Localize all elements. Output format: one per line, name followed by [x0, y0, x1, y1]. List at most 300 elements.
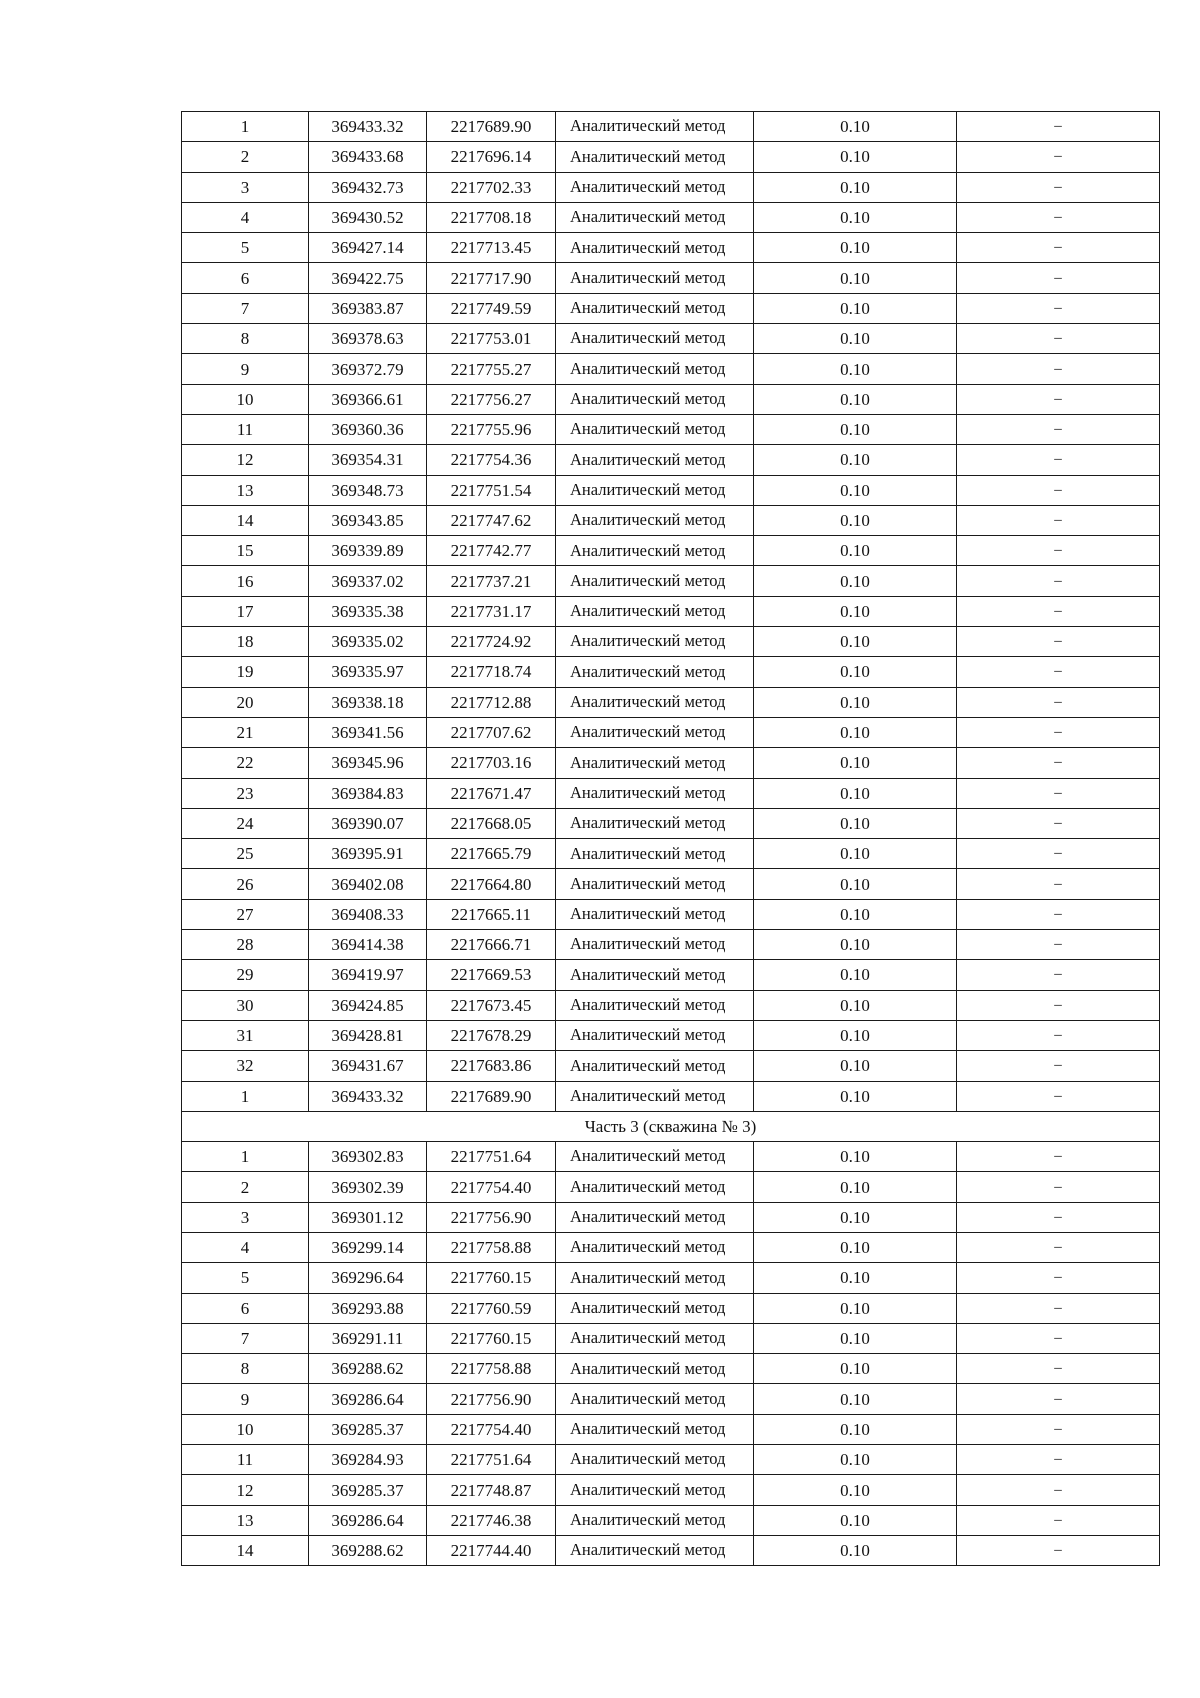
point-number-cell: 15	[182, 536, 309, 566]
method-cell: Аналитический метод	[556, 233, 754, 263]
point-number-cell: 13	[182, 1505, 309, 1535]
precision-cell: 0.10	[754, 1535, 957, 1565]
point-number-cell: 1	[182, 1142, 309, 1172]
point-number-cell: 29	[182, 960, 309, 990]
precision-cell: 0.10	[754, 1354, 957, 1384]
table-row	[182, 1323, 1160, 1353]
method-cell: Аналитический метод	[556, 566, 754, 596]
point-number-cell: 14	[182, 1535, 309, 1565]
table-row	[182, 869, 1160, 899]
coord-x-cell: 369285.37	[309, 1475, 427, 1505]
table-row	[182, 1263, 1160, 1293]
table-row	[182, 263, 1160, 293]
table-row	[182, 717, 1160, 747]
note-cell: –	[957, 1172, 1160, 1202]
point-number-cell: 1	[182, 1081, 309, 1111]
table-row	[182, 1535, 1160, 1565]
table-row	[182, 1172, 1160, 1202]
method-cell: Аналитический метод	[556, 1323, 754, 1353]
table-row	[182, 414, 1160, 444]
table-row	[182, 475, 1160, 505]
coord-x-cell: 369296.64	[309, 1263, 427, 1293]
point-number-cell: 19	[182, 657, 309, 687]
table-row	[182, 808, 1160, 838]
note-cell: –	[957, 233, 1160, 263]
table-row	[182, 293, 1160, 323]
table-row	[182, 930, 1160, 960]
method-cell: Аналитический метод	[556, 1445, 754, 1475]
coord-x-cell: 369301.12	[309, 1202, 427, 1232]
point-number-cell: 23	[182, 778, 309, 808]
precision-cell: 0.10	[754, 657, 957, 687]
coord-x-cell: 369341.56	[309, 717, 427, 747]
table-row	[182, 1081, 1160, 1111]
coord-y-cell: 2217747.62	[427, 505, 556, 535]
precision-cell: 0.10	[754, 384, 957, 414]
precision-cell: 0.10	[754, 717, 957, 747]
precision-cell: 0.10	[754, 687, 957, 717]
note-cell: –	[957, 596, 1160, 626]
note-cell: –	[957, 1293, 1160, 1323]
coord-y-cell: 2217712.88	[427, 687, 556, 717]
coord-x-cell: 369378.63	[309, 324, 427, 354]
coord-y-cell: 2217671.47	[427, 778, 556, 808]
table-row	[182, 505, 1160, 535]
coord-x-cell: 369291.11	[309, 1323, 427, 1353]
method-cell: Аналитический метод	[556, 808, 754, 838]
precision-cell: 0.10	[754, 869, 957, 899]
coord-x-cell: 369335.02	[309, 627, 427, 657]
note-cell: –	[957, 293, 1160, 323]
note-cell: –	[957, 505, 1160, 535]
coord-y-cell: 2217755.96	[427, 414, 556, 444]
precision-cell: 0.10	[754, 324, 957, 354]
note-cell: –	[957, 1020, 1160, 1050]
note-cell: –	[957, 960, 1160, 990]
table-row	[182, 990, 1160, 1020]
precision-cell: 0.10	[754, 233, 957, 263]
point-number-cell: 28	[182, 930, 309, 960]
coord-y-cell: 2217760.15	[427, 1323, 556, 1353]
method-cell: Аналитический метод	[556, 1475, 754, 1505]
method-cell: Аналитический метод	[556, 869, 754, 899]
coord-x-cell: 369348.73	[309, 475, 427, 505]
method-cell: Аналитический метод	[556, 414, 754, 444]
precision-cell: 0.10	[754, 1445, 957, 1475]
note-cell: –	[957, 1445, 1160, 1475]
coord-y-cell: 2217666.71	[427, 930, 556, 960]
table-row	[182, 1232, 1160, 1262]
table-body-part-a	[182, 112, 1160, 1112]
coord-x-cell: 369354.31	[309, 445, 427, 475]
precision-cell: 0.10	[754, 1020, 957, 1050]
coord-x-cell: 369343.85	[309, 505, 427, 535]
precision-cell: 0.10	[754, 566, 957, 596]
coord-y-cell: 2217756.27	[427, 384, 556, 414]
precision-cell: 0.10	[754, 112, 957, 142]
table-row	[182, 1202, 1160, 1232]
coord-y-cell: 2217760.15	[427, 1263, 556, 1293]
coord-y-cell: 2217749.59	[427, 293, 556, 323]
method-cell: Аналитический метод	[556, 293, 754, 323]
precision-cell: 0.10	[754, 263, 957, 293]
note-cell: –	[957, 627, 1160, 657]
method-cell: Аналитический метод	[556, 1535, 754, 1565]
point-number-cell: 6	[182, 1293, 309, 1323]
note-cell: –	[957, 839, 1160, 869]
method-cell: Аналитический метод	[556, 1020, 754, 1050]
table-row	[182, 1142, 1160, 1172]
coord-x-cell: 369360.36	[309, 414, 427, 444]
point-number-cell: 5	[182, 1263, 309, 1293]
table-row	[182, 627, 1160, 657]
note-cell: –	[957, 687, 1160, 717]
coord-y-cell: 2217756.90	[427, 1202, 556, 1232]
precision-cell: 0.10	[754, 1384, 957, 1414]
method-cell: Аналитический метод	[556, 960, 754, 990]
precision-cell: 0.10	[754, 1142, 957, 1172]
point-number-cell: 9	[182, 1384, 309, 1414]
precision-cell: 0.10	[754, 293, 957, 323]
note-cell: –	[957, 930, 1160, 960]
table-row	[182, 596, 1160, 626]
point-number-cell: 7	[182, 293, 309, 323]
precision-cell: 0.10	[754, 778, 957, 808]
point-number-cell: 27	[182, 899, 309, 929]
note-cell: –	[957, 445, 1160, 475]
table-row	[182, 172, 1160, 202]
coord-y-cell: 2217751.64	[427, 1142, 556, 1172]
precision-cell: 0.10	[754, 172, 957, 202]
coord-x-cell: 369366.61	[309, 384, 427, 414]
coord-x-cell: 369422.75	[309, 263, 427, 293]
note-cell: –	[957, 263, 1160, 293]
coord-y-cell: 2217748.87	[427, 1475, 556, 1505]
table-row	[182, 1384, 1160, 1414]
coord-x-cell: 369414.38	[309, 930, 427, 960]
coord-x-cell: 369424.85	[309, 990, 427, 1020]
note-cell: –	[957, 1354, 1160, 1384]
coord-y-cell: 2217737.21	[427, 566, 556, 596]
note-cell: –	[957, 1263, 1160, 1293]
note-cell: –	[957, 475, 1160, 505]
table-row	[182, 1051, 1160, 1081]
coord-y-cell: 2217678.29	[427, 1020, 556, 1050]
section-header-row	[182, 1111, 1160, 1141]
table-row	[182, 899, 1160, 929]
note-cell: –	[957, 202, 1160, 232]
note-cell: –	[957, 1323, 1160, 1353]
note-cell: –	[957, 354, 1160, 384]
note-cell: –	[957, 1384, 1160, 1414]
note-cell: –	[957, 1505, 1160, 1535]
point-number-cell: 31	[182, 1020, 309, 1050]
method-cell: Аналитический метод	[556, 1354, 754, 1384]
coord-y-cell: 2217731.17	[427, 596, 556, 626]
table-row	[182, 445, 1160, 475]
precision-cell: 0.10	[754, 839, 957, 869]
section-header-group	[182, 1111, 1160, 1141]
note-cell: –	[957, 808, 1160, 838]
point-number-cell: 11	[182, 1445, 309, 1475]
coord-y-cell: 2217724.92	[427, 627, 556, 657]
method-cell: Аналитический метод	[556, 1263, 754, 1293]
table-row	[182, 1020, 1160, 1050]
coord-x-cell: 369428.81	[309, 1020, 427, 1050]
coord-x-cell: 369390.07	[309, 808, 427, 838]
coord-y-cell: 2217689.90	[427, 1081, 556, 1111]
note-cell: –	[957, 778, 1160, 808]
note-cell: –	[957, 112, 1160, 142]
coord-x-cell: 369419.97	[309, 960, 427, 990]
coord-x-cell: 369384.83	[309, 778, 427, 808]
point-number-cell: 22	[182, 748, 309, 778]
table-row	[182, 142, 1160, 172]
method-cell: Аналитический метод	[556, 1414, 754, 1444]
table-body-part-b	[182, 1142, 1160, 1566]
precision-cell: 0.10	[754, 899, 957, 929]
coordinates-table	[181, 111, 1160, 1566]
precision-cell: 0.10	[754, 748, 957, 778]
coord-y-cell: 2217683.86	[427, 1051, 556, 1081]
precision-cell: 0.10	[754, 1202, 957, 1232]
table-row	[182, 536, 1160, 566]
precision-cell: 0.10	[754, 808, 957, 838]
coord-x-cell: 369402.08	[309, 869, 427, 899]
point-number-cell: 17	[182, 596, 309, 626]
coord-y-cell: 2217751.64	[427, 1445, 556, 1475]
coord-x-cell: 369299.14	[309, 1232, 427, 1262]
point-number-cell: 20	[182, 687, 309, 717]
method-cell: Аналитический метод	[556, 687, 754, 717]
method-cell: Аналитический метод	[556, 1081, 754, 1111]
precision-cell: 0.10	[754, 536, 957, 566]
point-number-cell: 7	[182, 1323, 309, 1353]
point-number-cell: 32	[182, 1051, 309, 1081]
coord-x-cell: 369345.96	[309, 748, 427, 778]
coord-x-cell: 369286.64	[309, 1505, 427, 1535]
precision-cell: 0.10	[754, 1051, 957, 1081]
method-cell: Аналитический метод	[556, 202, 754, 232]
coord-y-cell: 2217717.90	[427, 263, 556, 293]
coord-x-cell: 369335.97	[309, 657, 427, 687]
coord-x-cell: 369431.67	[309, 1051, 427, 1081]
coord-x-cell: 369288.62	[309, 1535, 427, 1565]
point-number-cell: 12	[182, 445, 309, 475]
coord-x-cell: 369372.79	[309, 354, 427, 384]
coord-y-cell: 2217702.33	[427, 172, 556, 202]
table-row	[182, 1505, 1160, 1535]
table-row	[182, 1293, 1160, 1323]
coord-y-cell: 2217751.54	[427, 475, 556, 505]
point-number-cell: 3	[182, 1202, 309, 1232]
coord-x-cell: 369430.52	[309, 202, 427, 232]
note-cell: –	[957, 1051, 1160, 1081]
coord-x-cell: 369302.83	[309, 1142, 427, 1172]
method-cell: Аналитический метод	[556, 657, 754, 687]
point-number-cell: 10	[182, 384, 309, 414]
table-row	[182, 233, 1160, 263]
coord-y-cell: 2217703.16	[427, 748, 556, 778]
coord-y-cell: 2217760.59	[427, 1293, 556, 1323]
precision-cell: 0.10	[754, 1263, 957, 1293]
note-cell: –	[957, 1475, 1160, 1505]
point-number-cell: 25	[182, 839, 309, 869]
method-cell: Аналитический метод	[556, 536, 754, 566]
point-number-cell: 10	[182, 1414, 309, 1444]
precision-cell: 0.10	[754, 1323, 957, 1353]
coord-y-cell: 2217742.77	[427, 536, 556, 566]
note-cell: –	[957, 1202, 1160, 1232]
precision-cell: 0.10	[754, 1475, 957, 1505]
method-cell: Аналитический метод	[556, 505, 754, 535]
coord-x-cell: 369395.91	[309, 839, 427, 869]
method-cell: Аналитический метод	[556, 445, 754, 475]
table-row	[182, 839, 1160, 869]
method-cell: Аналитический метод	[556, 172, 754, 202]
coord-y-cell: 2217689.90	[427, 112, 556, 142]
note-cell: –	[957, 1414, 1160, 1444]
method-cell: Аналитический метод	[556, 384, 754, 414]
coord-x-cell: 369285.37	[309, 1414, 427, 1444]
coord-y-cell: 2217668.05	[427, 808, 556, 838]
coord-y-cell: 2217665.79	[427, 839, 556, 869]
precision-cell: 0.10	[754, 354, 957, 384]
point-number-cell: 30	[182, 990, 309, 1020]
coord-y-cell: 2217696.14	[427, 142, 556, 172]
note-cell: –	[957, 1142, 1160, 1172]
coord-y-cell: 2217758.88	[427, 1232, 556, 1262]
coord-x-cell: 369284.93	[309, 1445, 427, 1475]
table-row	[182, 778, 1160, 808]
coord-y-cell: 2217708.18	[427, 202, 556, 232]
coord-x-cell: 369433.68	[309, 142, 427, 172]
note-cell: –	[957, 414, 1160, 444]
point-number-cell: 21	[182, 717, 309, 747]
precision-cell: 0.10	[754, 505, 957, 535]
method-cell: Аналитический метод	[556, 324, 754, 354]
point-number-cell: 2	[182, 1172, 309, 1202]
table-row	[182, 960, 1160, 990]
coord-y-cell: 2217707.62	[427, 717, 556, 747]
coord-x-cell: 369339.89	[309, 536, 427, 566]
coord-x-cell: 369408.33	[309, 899, 427, 929]
point-number-cell: 18	[182, 627, 309, 657]
precision-cell: 0.10	[754, 142, 957, 172]
precision-cell: 0.10	[754, 1414, 957, 1444]
coord-x-cell: 369335.38	[309, 596, 427, 626]
coord-x-cell: 369337.02	[309, 566, 427, 596]
coord-y-cell: 2217753.01	[427, 324, 556, 354]
method-cell: Аналитический метод	[556, 1202, 754, 1232]
point-number-cell: 3	[182, 172, 309, 202]
coord-x-cell: 369338.18	[309, 687, 427, 717]
method-cell: Аналитический метод	[556, 778, 754, 808]
note-cell: –	[957, 324, 1160, 354]
note-cell: –	[957, 142, 1160, 172]
method-cell: Аналитический метод	[556, 839, 754, 869]
method-cell: Аналитический метод	[556, 596, 754, 626]
method-cell: Аналитический метод	[556, 263, 754, 293]
method-cell: Аналитический метод	[556, 1051, 754, 1081]
point-number-cell: 4	[182, 202, 309, 232]
method-cell: Аналитический метод	[556, 899, 754, 929]
method-cell: Аналитический метод	[556, 1293, 754, 1323]
table-row	[182, 1354, 1160, 1384]
precision-cell: 0.10	[754, 596, 957, 626]
coord-y-cell: 2217744.40	[427, 1535, 556, 1565]
point-number-cell: 13	[182, 475, 309, 505]
point-number-cell: 2	[182, 142, 309, 172]
coord-y-cell: 2217669.53	[427, 960, 556, 990]
coord-y-cell: 2217754.36	[427, 445, 556, 475]
method-cell: Аналитический метод	[556, 1384, 754, 1414]
method-cell: Аналитический метод	[556, 112, 754, 142]
point-number-cell: 24	[182, 808, 309, 838]
table-row	[182, 1475, 1160, 1505]
precision-cell: 0.10	[754, 1232, 957, 1262]
method-cell: Аналитический метод	[556, 475, 754, 505]
coord-x-cell: 369433.32	[309, 1081, 427, 1111]
coord-y-cell: 2217664.80	[427, 869, 556, 899]
point-number-cell: 11	[182, 414, 309, 444]
coord-x-cell: 369383.87	[309, 293, 427, 323]
note-cell: –	[957, 172, 1160, 202]
coord-y-cell: 2217746.38	[427, 1505, 556, 1535]
method-cell: Аналитический метод	[556, 1172, 754, 1202]
point-number-cell: 14	[182, 505, 309, 535]
point-number-cell: 1	[182, 112, 309, 142]
table-row	[182, 566, 1160, 596]
method-cell: Аналитический метод	[556, 990, 754, 1020]
note-cell: –	[957, 990, 1160, 1020]
precision-cell: 0.10	[754, 1081, 957, 1111]
point-number-cell: 16	[182, 566, 309, 596]
precision-cell: 0.10	[754, 1505, 957, 1535]
precision-cell: 0.10	[754, 445, 957, 475]
point-number-cell: 26	[182, 869, 309, 899]
table-row	[182, 687, 1160, 717]
method-cell: Аналитический метод	[556, 748, 754, 778]
coord-x-cell: 369288.62	[309, 1354, 427, 1384]
point-number-cell: 8	[182, 324, 309, 354]
coord-y-cell: 2217665.11	[427, 899, 556, 929]
method-cell: Аналитический метод	[556, 142, 754, 172]
note-cell: –	[957, 1232, 1160, 1262]
point-number-cell: 8	[182, 1354, 309, 1384]
precision-cell: 0.10	[754, 202, 957, 232]
note-cell: –	[957, 869, 1160, 899]
method-cell: Аналитический метод	[556, 1142, 754, 1172]
table-row	[182, 354, 1160, 384]
table-row	[182, 112, 1160, 142]
note-cell: –	[957, 566, 1160, 596]
table-row	[182, 1445, 1160, 1475]
point-number-cell: 6	[182, 263, 309, 293]
method-cell: Аналитический метод	[556, 1232, 754, 1262]
note-cell: –	[957, 899, 1160, 929]
method-cell: Аналитический метод	[556, 930, 754, 960]
precision-cell: 0.10	[754, 414, 957, 444]
precision-cell: 0.10	[754, 990, 957, 1020]
precision-cell: 0.10	[754, 960, 957, 990]
coord-x-cell: 369293.88	[309, 1293, 427, 1323]
method-cell: Аналитический метод	[556, 717, 754, 747]
coord-y-cell: 2217673.45	[427, 990, 556, 1020]
precision-cell: 0.10	[754, 930, 957, 960]
coord-x-cell: 369427.14	[309, 233, 427, 263]
note-cell: –	[957, 384, 1160, 414]
